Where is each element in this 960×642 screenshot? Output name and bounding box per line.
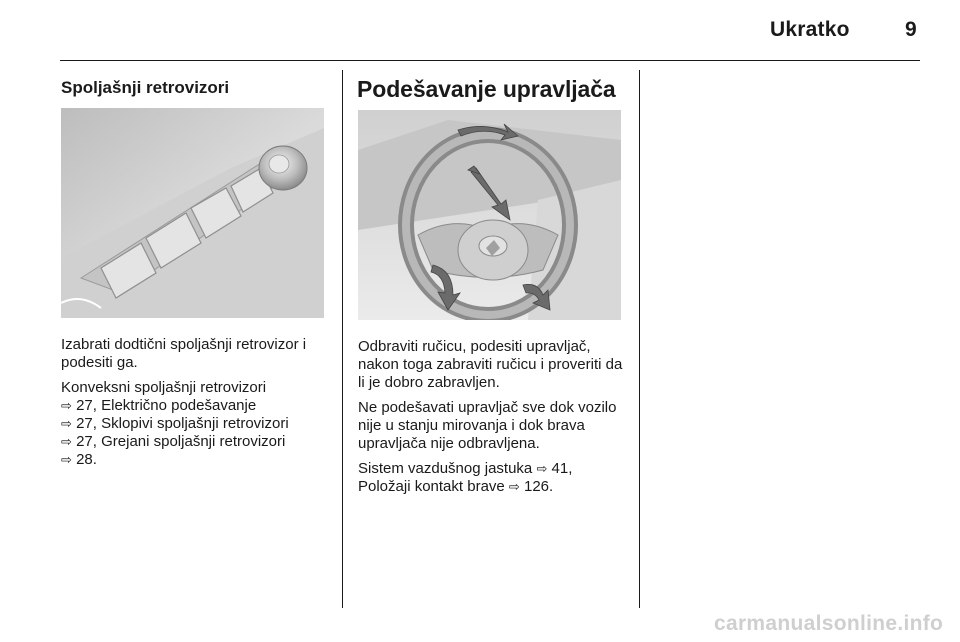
door-panel-drawing	[61, 108, 324, 318]
arrow-ref-icon: ⇨	[508, 479, 520, 494]
steering-instruction: Odbraviti ručicu, podesiti upravljač, nakon toga zabraviti ručicu i proveriti da li je dobro zabravljen.	[358, 338, 623, 391]
page-header-title: Ukratko	[770, 18, 850, 41]
column-divider-right	[639, 70, 640, 608]
mirrors-list-intro: Konveksni spoljašnji retrovizori	[61, 379, 267, 396]
ref-page-link[interactable]: 28	[76, 451, 93, 468]
ref-page-link[interactable]: 27	[76, 397, 93, 414]
ref-suffix: .	[549, 478, 554, 495]
section-heading-steering: Podešavanje upravljača	[357, 76, 616, 102]
watermark: carmanualsonline.info	[714, 612, 944, 635]
arrow-ref-icon: ⇨	[536, 461, 548, 476]
ref-page-link[interactable]: 126	[524, 478, 550, 495]
mirrors-instruction: Izabrati dodtični spoljašnji retrovizor i podesiti ga.	[61, 336, 307, 371]
ref-text: , Sklopivi spoljašnji retrovizori	[92, 415, 289, 432]
column-divider-left	[342, 70, 343, 608]
ref-page-link[interactable]: 27	[76, 415, 93, 432]
steering-wheel-drawing	[358, 110, 621, 320]
arrow-ref-icon: ⇨	[61, 416, 72, 431]
mirrors-references	[61, 379, 336, 469]
steering-adjustment-illustration	[358, 110, 621, 320]
ref-text: , Električno podešavanje	[92, 397, 257, 414]
ref-suffix: ,	[568, 460, 573, 477]
steering-text	[358, 338, 630, 503]
ref-text: Sistem vazdušnog jastuka	[358, 460, 537, 477]
page-number: 9	[905, 18, 917, 41]
ref-text: .	[92, 451, 97, 468]
steering-references	[358, 460, 630, 496]
ref-page-link[interactable]: 41	[551, 460, 569, 477]
arrow-ref-icon: ⇨	[61, 434, 72, 449]
ref-page-link[interactable]: 27	[76, 433, 93, 450]
arrow-ref-icon: ⇨	[61, 398, 72, 413]
ref-text: Položaji kontakt brave	[358, 478, 509, 495]
mirror-controls-illustration	[61, 108, 324, 318]
ref-text: , Grejani spoljašnji retrovizori	[92, 433, 286, 450]
arrow-ref-icon: ⇨	[61, 452, 72, 467]
mirrors-text	[61, 336, 336, 469]
header-divider	[60, 60, 920, 61]
section-heading-mirrors: Spoljašnji retrovizori	[61, 78, 230, 97]
steering-warning: Ne podešavati upravljač sve dok vozilo nije u stanju mirovanja i dok brava upravljača nije odbravljena.	[358, 399, 617, 452]
